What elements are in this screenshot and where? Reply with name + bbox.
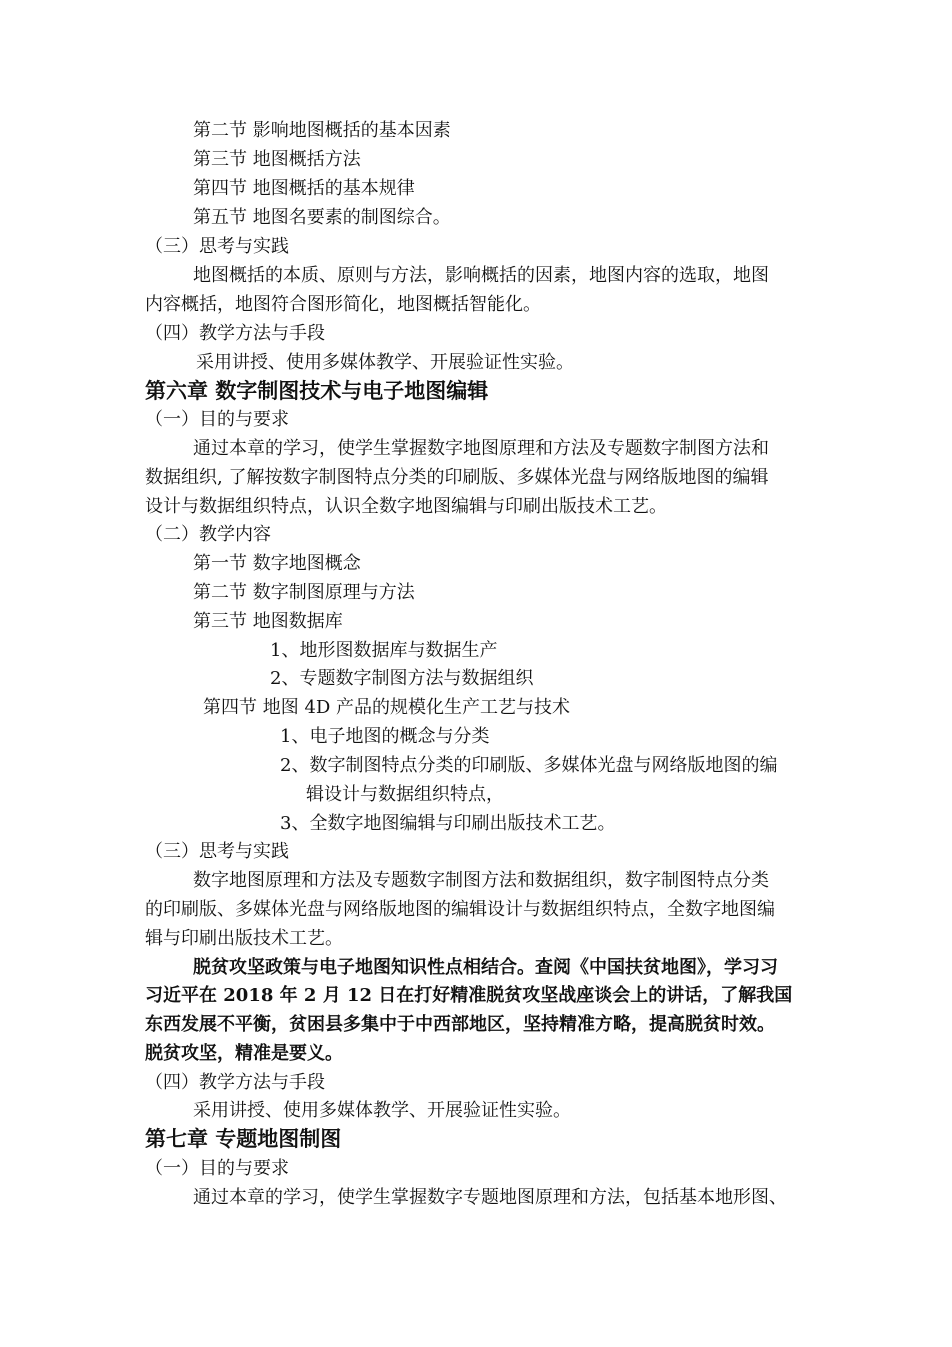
- ch6-ideology-line-2: 习近平在 2018 年 2 月 12 日在打好精准脱贫攻坚战座谈会上的讲话，了解我国: [145, 985, 793, 1006]
- ch7-title: 第七章 专题地图制图: [145, 1127, 342, 1151]
- ch5-section-2: 第二节 影响地图概括的基本因素: [193, 120, 451, 141]
- ch5-practice-heading: （三）思考与实践: [145, 236, 289, 257]
- ch6-ideology-line-1: 脱贫攻坚政策与电子地图知识性点相结合。查阅《中国扶贫地图》，学习习: [193, 957, 778, 978]
- ch6-section-4-item-2-line-2: 辑设计与数据组织特点，: [306, 784, 504, 805]
- ch6-goals-heading: （一）目的与要求: [145, 409, 289, 430]
- ch6-practice-line-1: 数字地图原理和方法及专题数字制图方法和数据组织，数字制图特点分类: [193, 870, 769, 891]
- ch5-practice-line-2: 内容概括，地图符合图形简化，地图概括智能化。: [145, 294, 541, 315]
- ch6-section-1: 第一节 数字地图概念: [193, 553, 361, 574]
- ch6-methods-text: 采用讲授、使用多媒体教学、开展验证性实验。: [193, 1100, 571, 1121]
- ch6-section-4: 第四节 地图 4D 产品的规模化生产工艺与技术: [203, 697, 571, 718]
- ch6-section-3-item-2: 2、专题数字制图方法与数据组织: [270, 668, 534, 689]
- ch6-goals-line-2: 数据组织, 了解按数字制图特点分类的印刷版、多媒体光盘与网络版地图的编辑: [145, 467, 769, 488]
- ch6-ideology-line-3: 东西发展不平衡，贫困县多集中于中西部地区，坚持精准方略，提高脱贫时效。: [145, 1014, 775, 1035]
- ch7-goals-line-1: 通过本章的学习，使学生掌握数字专题地图原理和方法，包括基本地形图、: [193, 1187, 787, 1208]
- ch5-section-3: 第三节 地图概括方法: [193, 149, 361, 170]
- ch6-section-3-item-1: 1、地形图数据库与数据生产: [270, 640, 498, 661]
- ch6-section-2: 第二节 数字制图原理与方法: [193, 582, 415, 603]
- ch6-content-heading: （二）教学内容: [145, 524, 271, 545]
- ch6-title: 第六章 数字制图技术与电子地图编辑: [145, 379, 489, 403]
- ch6-section-4-item-1: 1、电子地图的概念与分类: [280, 726, 490, 747]
- ch5-section-4: 第四节 地图概括的基本规律: [193, 178, 415, 199]
- ch6-practice-line-2: 的印刷版、多媒体光盘与网络版地图的编辑设计与数据组织特点，全数字地图编: [145, 899, 775, 920]
- ch6-section-4-item-3: 3、全数字地图编辑与印刷出版技术工艺。: [280, 813, 616, 834]
- ch7-goals-heading: （一）目的与要求: [145, 1158, 289, 1179]
- ch6-section-3: 第三节 地图数据库: [193, 611, 343, 632]
- ch5-methods-text: 采用讲授、使用多媒体教学、开展验证性实验。: [196, 352, 574, 373]
- ch6-practice-line-3: 辑与印刷出版技术工艺。: [145, 928, 343, 949]
- ch6-ideology-line-4: 脱贫攻坚，精准是要义。: [145, 1043, 343, 1064]
- ch6-practice-heading: （三）思考与实践: [145, 841, 289, 862]
- ch6-methods-heading: （四）教学方法与手段: [145, 1072, 325, 1093]
- ch5-practice-line-1: 地图概括的本质、原则与方法，影响概括的因素，地图内容的选取，地图: [193, 265, 769, 286]
- ch5-methods-heading: （四）教学方法与手段: [145, 323, 325, 344]
- ch6-goals-line-3: 设计与数据组织特点，认识全数字地图编辑与印刷出版技术工艺。: [145, 496, 667, 517]
- ch6-goals-line-1: 通过本章的学习，使学生掌握数字地图原理和方法及专题数字制图方法和: [193, 438, 769, 459]
- ch5-section-5: 第五节 地图名要素的制图综合。: [193, 207, 451, 228]
- ch6-section-4-item-2-line-1: 2、数字制图特点分类的印刷版、多媒体光盘与网络版地图的编: [280, 755, 778, 776]
